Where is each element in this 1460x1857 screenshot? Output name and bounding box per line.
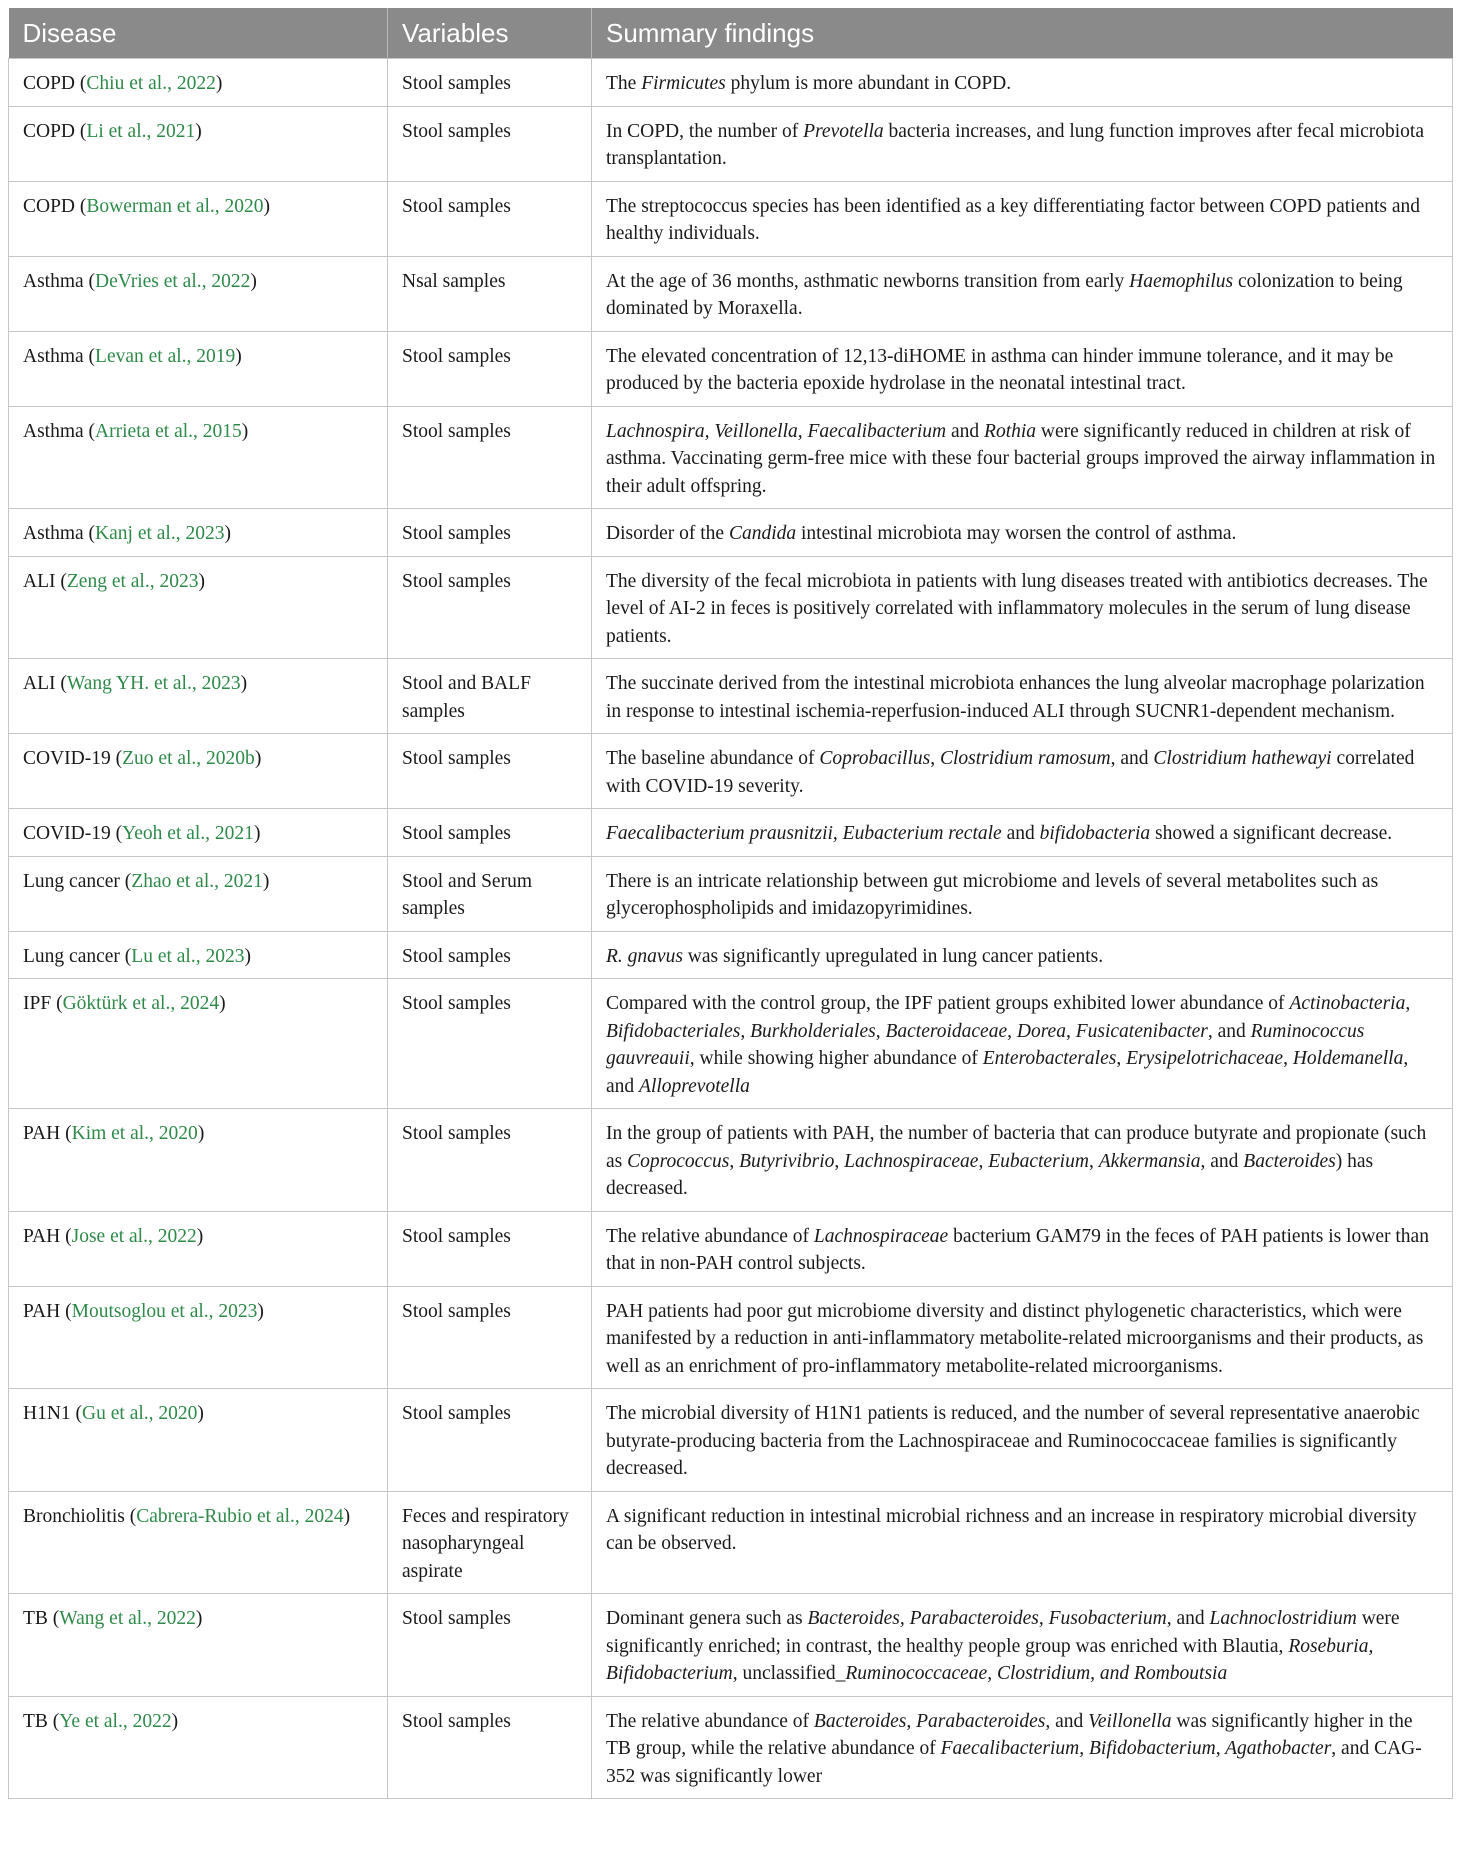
citation-link[interactable]: Zuo et al., 2020b bbox=[122, 748, 255, 769]
disease-cell: COPD (Li et al., 2021) bbox=[9, 106, 388, 181]
findings-text: The relative abundance of bbox=[606, 1225, 814, 1247]
taxon-name: Akkermansia bbox=[1098, 1150, 1201, 1172]
taxon-name: Erysipelotrichaceae bbox=[1126, 1048, 1284, 1069]
disease-name: ALI bbox=[23, 673, 56, 694]
taxon-name: Faecalibacterium prausnitzii, Eubacterium rectale bbox=[606, 823, 1002, 844]
table-row bbox=[9, 1491, 1453, 1594]
taxon-name: Alloprevotella bbox=[639, 1075, 750, 1097]
taxon-name: Bacteroides bbox=[1243, 1150, 1336, 1172]
citation-link[interactable]: Bowerman et al., 2020 bbox=[86, 195, 264, 217]
findings-cell bbox=[592, 406, 1453, 509]
findings-text: bacterium GAM79 in the feces of PAH patients is lower than that in non-PAH control subjects. bbox=[606, 1225, 1429, 1274]
taxon-name: Candida bbox=[728, 523, 797, 544]
findings-text: In the group of patients with PAH, the number of bacteria that can produce butyrate and propionate (such as bbox=[606, 1123, 1427, 1172]
findings-cell bbox=[592, 809, 1453, 857]
findings-cell bbox=[592, 181, 1453, 256]
header-row bbox=[9, 8, 1453, 59]
taxon-name: Enterobacterales bbox=[982, 1048, 1117, 1069]
disease-cell: TB (Ye et al., 2022) bbox=[9, 1696, 388, 1799]
findings-text: and bbox=[946, 420, 985, 442]
taxon-name: Clostridium ramosum bbox=[939, 748, 1111, 769]
findings-text: , bbox=[1405, 993, 1411, 1014]
findings-text: bacteria increases, and lung function improves after fecal microbiota transplantation. bbox=[606, 120, 1425, 169]
citation-link[interactable]: Kanj et al., 2023 bbox=[95, 523, 225, 544]
findings-text: , and bbox=[1166, 1608, 1210, 1629]
taxon-name: Coprobacillus bbox=[819, 748, 931, 769]
variables-cell: Stool samples bbox=[388, 931, 592, 979]
taxon-name: Actinobacteria bbox=[1289, 993, 1406, 1014]
variables-cell: Stool samples bbox=[388, 59, 592, 107]
citation-link[interactable]: Moutsoglou et al., 2023 bbox=[71, 1300, 258, 1322]
findings-text: The bbox=[606, 73, 642, 94]
disease-name: COVID-19 bbox=[23, 823, 111, 844]
taxon-name: Bacteroidaceae bbox=[885, 1020, 1008, 1042]
findings-text: The elevated concentration of 12,13-diHOME in asthma can hinder immune tolerance, and it may be produced by the bacteria epoxide hydrolase in the neonatal intestinal tract. bbox=[606, 345, 1394, 394]
table-row bbox=[9, 659, 1453, 734]
findings-cell bbox=[592, 931, 1453, 979]
findings-text: A significant reduction in intestinal microbial richness and an increase in respiratory microbial diversity can be observed. bbox=[606, 1505, 1417, 1554]
findings-text: correlated with COVID-19 severity. bbox=[606, 748, 1415, 797]
citation-link[interactable]: Wang et al., 2022 bbox=[59, 1608, 196, 1629]
disease-cell: Asthma (Levan et al., 2019) bbox=[9, 331, 388, 406]
table-row bbox=[9, 256, 1453, 331]
citation-link[interactable]: Yeoh et al., 2021 bbox=[122, 823, 254, 844]
disease-name: PAH bbox=[23, 1300, 61, 1322]
findings-text: Disorder of the bbox=[606, 523, 729, 544]
disease-name: ALI bbox=[23, 570, 56, 592]
table-row bbox=[9, 556, 1453, 659]
findings-text: ) has decreased. bbox=[606, 1150, 1374, 1199]
findings-text: The streptococcus species has been identified as a key differentiating factor between COPD patients and healthy individuals. bbox=[606, 195, 1421, 244]
findings-cell bbox=[592, 1696, 1453, 1799]
citation-link[interactable]: Li et al., 2021 bbox=[86, 120, 196, 142]
taxon-name: Veillonella bbox=[1088, 1710, 1172, 1732]
variables-cell: Stool samples bbox=[388, 509, 592, 557]
disease-name: Lung cancer bbox=[23, 945, 120, 967]
table-row bbox=[9, 181, 1453, 256]
findings-text: Dominant genera such as bbox=[606, 1608, 808, 1629]
table-row bbox=[9, 406, 1453, 509]
disease-name: PAH bbox=[23, 1123, 61, 1144]
findings-cell bbox=[592, 1211, 1453, 1286]
findings-cell bbox=[592, 659, 1453, 734]
findings-cell bbox=[592, 106, 1453, 181]
findings-text: , and bbox=[1207, 1020, 1251, 1042]
taxon-name: Dorea bbox=[1016, 1020, 1066, 1042]
disease-cell: ALI (Zeng et al., 2023) bbox=[9, 556, 388, 659]
taxon-name: Bacteroides, Parabacteroides, Fusobacterium bbox=[807, 1608, 1167, 1629]
findings-text: , bbox=[930, 748, 940, 769]
disease-cell: COVID-19 (Yeoh et al., 2021) bbox=[9, 809, 388, 857]
findings-text: were significantly reduced in children at risk of asthma. Vaccinating germ-free mice with these four bacterial groups improved the airway inflammation in their adult offspring. bbox=[606, 420, 1436, 497]
findings-cell bbox=[592, 1109, 1453, 1212]
variables-cell: Stool samples bbox=[388, 1211, 592, 1286]
findings-text: and bbox=[1001, 823, 1040, 844]
taxon-name: Eubacterium bbox=[988, 1150, 1089, 1172]
table-row bbox=[9, 734, 1453, 809]
variables-cell: Stool samples bbox=[388, 1109, 592, 1212]
findings-text: , bbox=[875, 1020, 886, 1042]
table-row bbox=[9, 1211, 1453, 1286]
findings-text: , bbox=[729, 1150, 740, 1172]
variables-cell: Stool samples bbox=[388, 1594, 592, 1697]
table-row bbox=[9, 931, 1453, 979]
disease-name: H1N1 bbox=[23, 1403, 71, 1424]
findings-cell bbox=[592, 734, 1453, 809]
findings-text: intestinal microbiota may worsen the control of asthma. bbox=[796, 523, 1237, 544]
disease-cell: H1N1 (Gu et al., 2020) bbox=[9, 1389, 388, 1492]
taxon-name: Rothia bbox=[984, 420, 1037, 442]
citation-link[interactable]: Kim et al., 2020 bbox=[71, 1123, 198, 1144]
findings-text: , bbox=[1283, 1048, 1293, 1069]
findings-text: , and bbox=[606, 1048, 1409, 1097]
table-body bbox=[9, 59, 1453, 1799]
findings-text: There is an intricate relationship between gut microbiome and levels of several metabolites such as glycerophospholipids and imidazopyrimidines. bbox=[606, 870, 1379, 919]
variables-cell: Stool samples bbox=[388, 1696, 592, 1799]
disease-cell: COPD (Bowerman et al., 2020) bbox=[9, 181, 388, 256]
citation-link[interactable]: Zeng et al., 2023 bbox=[66, 570, 199, 592]
variables-cell: Stool samples bbox=[388, 406, 592, 509]
disease-name: COPD bbox=[23, 73, 76, 94]
disease-cell: IPF (Göktürk et al., 2024) bbox=[9, 979, 388, 1109]
taxon-name: R. gnavus bbox=[606, 945, 683, 967]
disease-cell: Lung cancer (Lu et al., 2023) bbox=[9, 931, 388, 979]
findings-text: , bbox=[834, 1150, 845, 1172]
header-summary-findings: Summary findings bbox=[592, 8, 1453, 59]
findings-table bbox=[8, 8, 1453, 1799]
findings-text: , bbox=[1007, 1020, 1017, 1042]
disease-cell: Asthma (Arrieta et al., 2015) bbox=[9, 406, 388, 509]
findings-cell bbox=[592, 556, 1453, 659]
taxon-name: Bacteroides, Parabacteroides bbox=[813, 1710, 1046, 1732]
disease-cell: ALI (Wang YH. et al., 2023) bbox=[9, 659, 388, 734]
citation-link[interactable]: DeVries et al., 2022 bbox=[95, 270, 251, 292]
taxon-name: Clostridium hathewayi bbox=[1153, 748, 1332, 769]
disease-name: COVID-19 bbox=[23, 748, 111, 769]
disease-name: PAH bbox=[23, 1225, 61, 1247]
variables-cell: Nsal samples bbox=[388, 256, 592, 331]
disease-cell: COVID-19 (Zuo et al., 2020b) bbox=[9, 734, 388, 809]
table-row bbox=[9, 979, 1453, 1109]
citation-link[interactable]: Arrieta et al., 2015 bbox=[95, 420, 242, 442]
taxon-name: Haemophilus bbox=[1129, 270, 1234, 292]
taxon-name: Lachnospiraceae bbox=[813, 1225, 949, 1247]
table-row bbox=[9, 1109, 1453, 1212]
findings-text: The baseline abundance of bbox=[606, 748, 820, 769]
table-row bbox=[9, 331, 1453, 406]
findings-text: The succinate derived from the intestinal microbiota enhances the lung alveolar macrophage polarization in response to intestinal ischemia-reperfusion-induced ALI through SUCNR1-dependent mechanism. bbox=[606, 673, 1425, 722]
citation-link[interactable]: Zhao et al., 2021 bbox=[131, 870, 263, 892]
taxon-name: Prevotella bbox=[803, 120, 884, 142]
variables-cell: Stool and BALF samples bbox=[388, 659, 592, 734]
disease-name: IPF bbox=[23, 993, 52, 1014]
taxon-name: Ruminococcaceae, Clostridium, and Romboutsia bbox=[845, 1663, 1228, 1684]
disease-cell: TB (Wang et al., 2022) bbox=[9, 1594, 388, 1697]
findings-text: The relative abundance of bbox=[606, 1710, 814, 1732]
findings-text: , bbox=[1116, 1048, 1127, 1069]
findings-text: , bbox=[1065, 1020, 1076, 1042]
variables-cell: Stool samples bbox=[388, 181, 592, 256]
findings-cell bbox=[592, 1389, 1453, 1492]
table-row bbox=[9, 1389, 1453, 1492]
findings-text: The microbial diversity of H1N1 patients is reduced, and the number of several representative anaerobic butyrate-producing bacteria from the Lachnospiraceae and Ruminococcaceae families is significantly decreased. bbox=[606, 1403, 1420, 1479]
disease-name: Asthma bbox=[23, 523, 84, 544]
table-row bbox=[9, 1286, 1453, 1389]
taxon-name: Lachnoclostridium bbox=[1209, 1608, 1357, 1629]
citation-link[interactable]: Ye et al., 2022 bbox=[59, 1710, 172, 1732]
disease-name: Asthma bbox=[23, 270, 84, 292]
table-row bbox=[9, 809, 1453, 857]
findings-text: , bbox=[740, 1020, 751, 1042]
variables-cell: Stool samples bbox=[388, 1389, 592, 1492]
findings-text: , and bbox=[1045, 1710, 1089, 1732]
findings-text: , and bbox=[1200, 1150, 1244, 1172]
variables-cell: Stool samples bbox=[388, 1286, 592, 1389]
table-row bbox=[9, 59, 1453, 107]
taxon-name: bifidobacteria bbox=[1039, 823, 1151, 844]
disease-cell: PAH (Kim et al., 2020) bbox=[9, 1109, 388, 1212]
disease-cell: PAH (Moutsoglou et al., 2023) bbox=[9, 1286, 388, 1389]
disease-cell: Asthma (Kanj et al., 2023) bbox=[9, 509, 388, 557]
variables-cell: Stool samples bbox=[388, 106, 592, 181]
taxon-name: Faecalibacterium, Bifidobacterium, Agathobacter bbox=[940, 1738, 1332, 1759]
disease-name: Asthma bbox=[23, 420, 84, 442]
taxon-name: Fusicatenibacter bbox=[1075, 1020, 1208, 1042]
variables-cell: Feces and respiratory nasopharyngeal aspirate bbox=[388, 1491, 592, 1594]
taxon-name: Butyrivibrio bbox=[739, 1150, 835, 1172]
taxon-name: Ruminococcus gauvreauii bbox=[606, 1020, 1365, 1069]
findings-cell bbox=[592, 331, 1453, 406]
disease-name: Asthma bbox=[23, 345, 84, 367]
findings-cell bbox=[592, 979, 1453, 1109]
disease-cell: Asthma (DeVries et al., 2022) bbox=[9, 256, 388, 331]
findings-text: colonization to being dominated by Moraxella. bbox=[606, 270, 1403, 319]
findings-text: , while showing higher abundance of bbox=[689, 1048, 983, 1069]
citation-link[interactable]: Chiu et al., 2022 bbox=[86, 73, 216, 94]
citation-link[interactable]: Wang YH. et al., 2023 bbox=[66, 673, 241, 694]
taxon-name: Firmicutes bbox=[641, 73, 726, 94]
disease-cell: Lung cancer (Zhao et al., 2021) bbox=[9, 856, 388, 931]
findings-cell bbox=[592, 509, 1453, 557]
taxon-name: Coprococcus bbox=[627, 1150, 730, 1172]
findings-text: In COPD, the number of bbox=[606, 120, 804, 142]
findings-text: The diversity of the fecal microbiota in patients with lung diseases treated with antibiotics decreases. The level of AI-2 in feces is positively correlated with inflammatory molecules in the serum of lung disease patients. bbox=[606, 570, 1428, 647]
citation-link[interactable]: Göktürk et al., 2024 bbox=[62, 993, 220, 1014]
taxon-name: Lachnospiraceae bbox=[844, 1150, 979, 1172]
table-row bbox=[9, 1594, 1453, 1697]
findings-cell bbox=[592, 1594, 1453, 1697]
findings-cell bbox=[592, 59, 1453, 107]
taxon-name: Roseburia, Bifidobacterium bbox=[606, 1635, 1374, 1684]
findings-text: , unclassified_ bbox=[732, 1663, 846, 1684]
taxon-name: Holdemanella bbox=[1292, 1048, 1404, 1069]
disease-cell: PAH (Jose et al., 2022) bbox=[9, 1211, 388, 1286]
variables-cell: Stool samples bbox=[388, 556, 592, 659]
findings-text: , bbox=[1088, 1150, 1099, 1172]
findings-text: , and bbox=[1110, 748, 1154, 769]
disease-name: TB bbox=[23, 1710, 48, 1732]
citation-link[interactable]: Levan et al., 2019 bbox=[95, 345, 236, 367]
variables-cell: Stool samples bbox=[388, 331, 592, 406]
findings-text: At the age of 36 months, asthmatic newborns transition from early bbox=[606, 270, 1130, 292]
citation-link[interactable]: Gu et al., 2020 bbox=[82, 1403, 198, 1424]
findings-cell bbox=[592, 1286, 1453, 1389]
findings-text: phylum is more abundant in COPD. bbox=[725, 73, 1012, 94]
disease-name: Lung cancer bbox=[23, 870, 120, 892]
findings-text: Compared with the control group, the IPF patient groups exhibited lower abundance of bbox=[606, 993, 1290, 1014]
findings-text: were significantly enriched; in contrast, the healthy people group was enriched with Blautia, bbox=[606, 1608, 1400, 1657]
variables-cell: Stool samples bbox=[388, 809, 592, 857]
disease-name: Bronchiolitis bbox=[23, 1505, 125, 1527]
table-row bbox=[9, 1696, 1453, 1799]
findings-text: , bbox=[978, 1150, 989, 1172]
disease-cell: Bronchiolitis (Cabrera-Rubio et al., 2024) bbox=[9, 1491, 388, 1594]
findings-text: was significantly higher in the TB group, while the relative abundance of bbox=[606, 1710, 1413, 1759]
taxon-name: Bifidobacteriales bbox=[606, 1020, 741, 1042]
disease-name: TB bbox=[23, 1608, 48, 1629]
taxon-name: Burkholderiales bbox=[750, 1020, 876, 1042]
taxon-name: Lachnospira, Veillonella, Faecalibacterium bbox=[606, 420, 947, 442]
header-variables: Variables bbox=[388, 8, 592, 59]
findings-text: , and CAG-352 was significantly lower bbox=[606, 1738, 1422, 1787]
variables-cell: Stool samples bbox=[388, 734, 592, 809]
table-row bbox=[9, 106, 1453, 181]
table-row bbox=[9, 856, 1453, 931]
header-disease: Disease bbox=[9, 8, 388, 59]
findings-cell bbox=[592, 256, 1453, 331]
disease-cell: COPD (Chiu et al., 2022) bbox=[9, 59, 388, 107]
findings-text: was significantly upregulated in lung cancer patients. bbox=[682, 945, 1104, 967]
findings-text: showed a significant decrease. bbox=[1150, 823, 1393, 844]
citation-link[interactable]: Lu et al., 2023 bbox=[131, 945, 245, 967]
variables-cell: Stool samples bbox=[388, 979, 592, 1109]
citation-link[interactable]: Cabrera-Rubio et al., 2024 bbox=[136, 1505, 344, 1527]
findings-text: PAH patients had poor gut microbiome diversity and distinct phylogenetic characteristics, which were manifested by a reduction in anti-inflammatory metabolite-related microorganisms and their products, as well as an enrichment of pro-inflammatory metabolite-related microorganisms. bbox=[606, 1300, 1424, 1377]
citation-link[interactable]: Jose et al., 2022 bbox=[71, 1225, 197, 1247]
variables-cell: Stool and Serum samples bbox=[388, 856, 592, 931]
disease-name: COPD bbox=[23, 195, 76, 217]
findings-cell bbox=[592, 1491, 1453, 1594]
table-container bbox=[8, 8, 1452, 1799]
findings-cell bbox=[592, 856, 1453, 931]
table-row bbox=[9, 509, 1453, 557]
disease-name: COPD bbox=[23, 120, 76, 142]
